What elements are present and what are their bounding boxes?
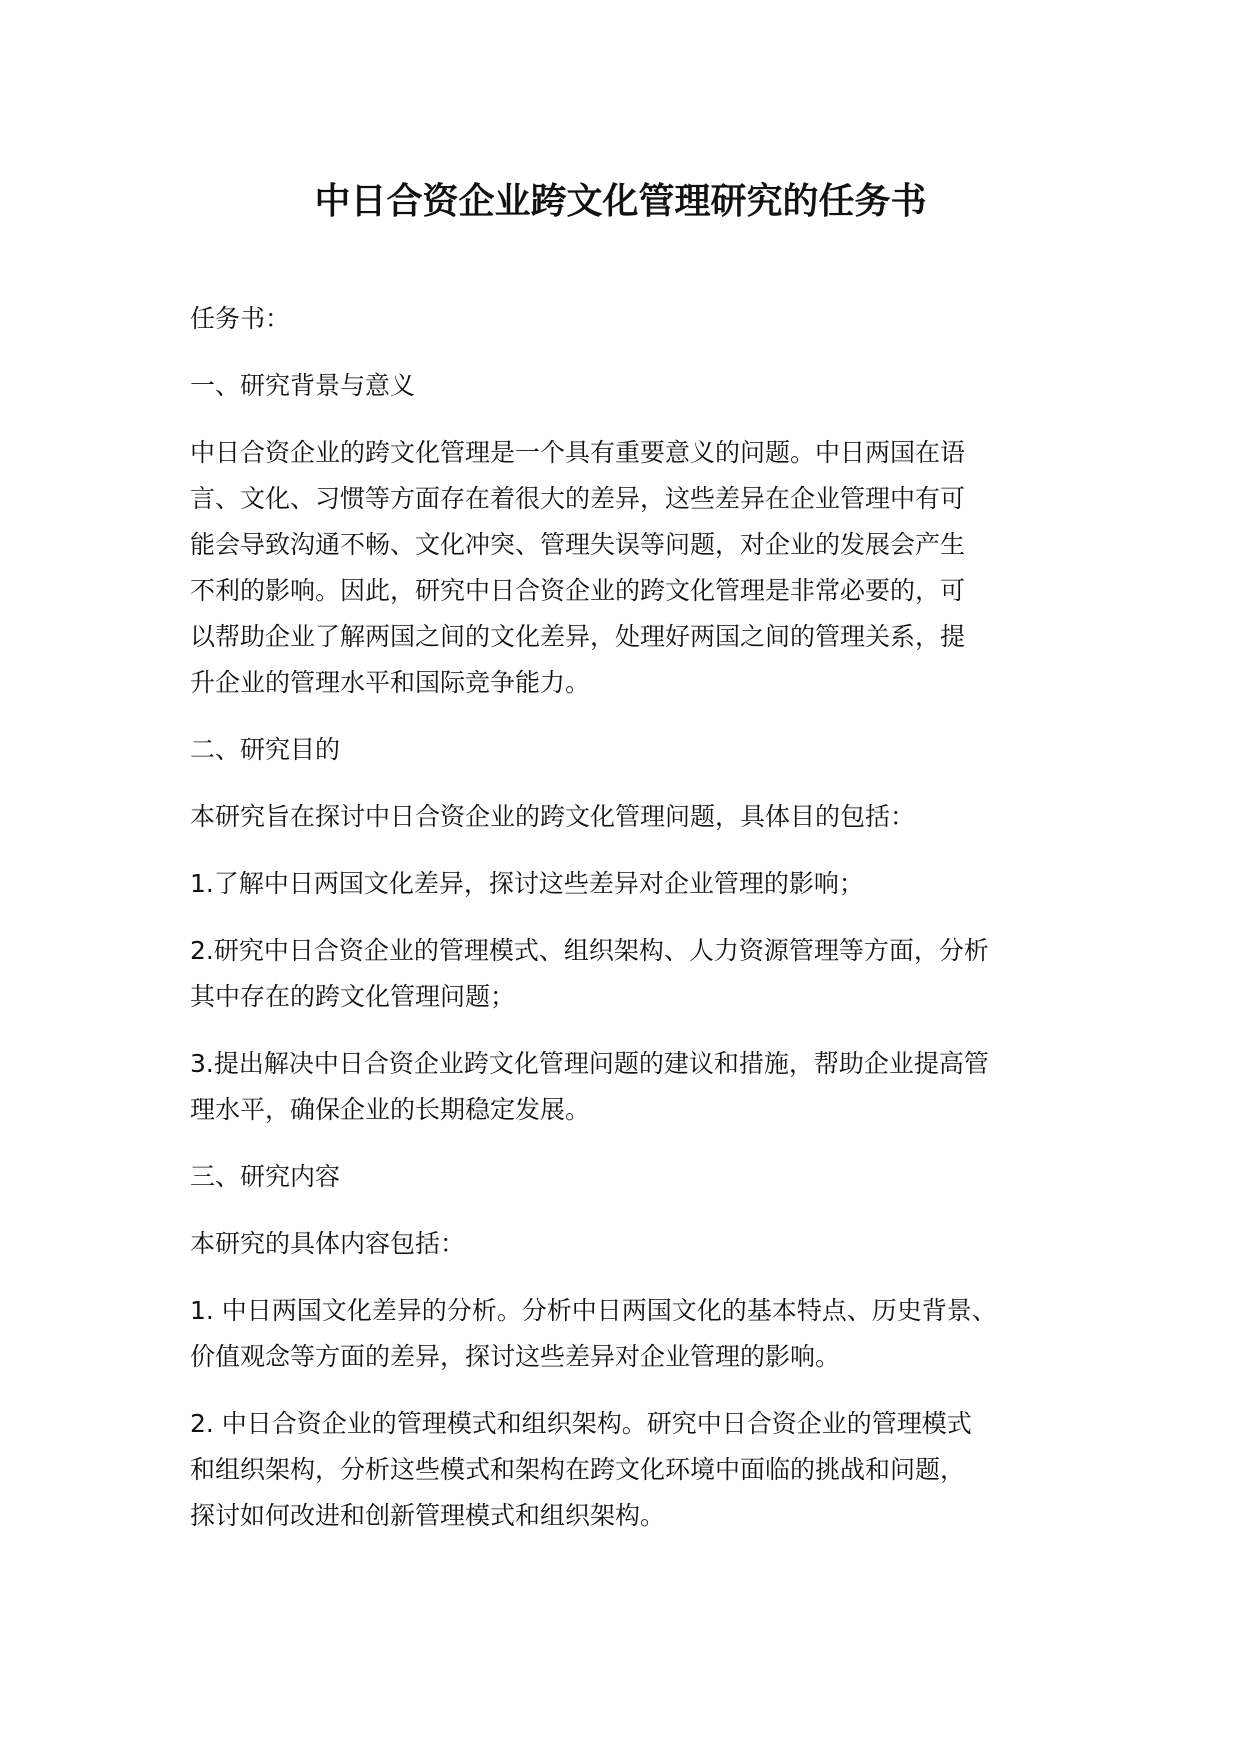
text-line: 其中存在的跨文化管理问题； — [190, 982, 516, 1011]
list-item — [190, 861, 1070, 907]
paragraph — [190, 430, 1070, 706]
text-line: 本研究的具体内容包括： — [190, 1229, 466, 1258]
text-line: 和组织架构，分析这些模式和架构在跨文化环境中面临的挑战和问题， — [190, 1455, 966, 1484]
text-line: 探讨如何改进和创新管理模式和组织架构。 — [190, 1501, 666, 1530]
text-line: 二、研究目的 — [190, 735, 341, 764]
text-line: 1.了解中日两国文化差异，探讨这些差异对企业管理的影响； — [190, 869, 864, 898]
text-line: 3.提出解决中日合资企业跨文化管理问题的建议和措施，帮助企业提高管 — [190, 1049, 989, 1078]
text-line: 三、研究内容 — [190, 1162, 341, 1191]
list-item — [190, 1041, 1070, 1133]
list-item — [190, 1401, 1070, 1539]
text-line: 不利的影响。因此，研究中日合资企业的跨文化管理是非常必要的，可 — [190, 576, 966, 605]
section-heading — [190, 727, 1070, 773]
text-line: 任务书： — [190, 304, 291, 333]
paragraph — [190, 1221, 1070, 1267]
paragraph — [190, 296, 1070, 342]
text-line: 中日合资企业的跨文化管理是一个具有重要意义的问题。中日两国在语 — [190, 438, 966, 467]
text-line: 理水平，确保企业的长期稳定发展。 — [190, 1095, 591, 1124]
text-line: 能会导致沟通不畅、文化冲突、管理失误等问题，对企业的发展会产生 — [190, 530, 966, 559]
section-heading — [190, 363, 1070, 409]
document-title: 中日合资企业跨文化管理研究的任务书 — [314, 181, 927, 222]
paragraph — [190, 794, 1070, 840]
text-line: 升企业的管理水平和国际竞争能力。 — [190, 668, 591, 697]
text-line: 言、文化、习惯等方面存在着很大的差异，这些差异在企业管理中有可 — [190, 484, 966, 513]
text-line: 本研究旨在探讨中日合资企业的跨文化管理问题，具体目的包括： — [190, 802, 916, 831]
text-line: 价值观念等方面的差异，探讨这些差异对企业管理的影响。 — [190, 1342, 841, 1371]
list-item — [190, 1288, 1070, 1380]
section-heading — [190, 1154, 1070, 1200]
text-line: 2.研究中日合资企业的管理模式、组织架构、人力资源管理等方面，分析 — [190, 936, 989, 965]
text-line: 2. 中日合资企业的管理模式和组织架构。研究中日合资企业的管理模式 — [190, 1409, 972, 1438]
text-line: 以帮助企业了解两国之间的文化差异，处理好两国之间的管理关系，提 — [190, 622, 966, 651]
document-body — [190, 296, 1070, 1560]
text-line: 一、研究背景与意义 — [190, 371, 416, 400]
list-item — [190, 928, 1070, 1020]
text-line: 1. 中日两国文化差异的分析。分析中日两国文化的基本特点、历史背景、 — [190, 1296, 997, 1325]
